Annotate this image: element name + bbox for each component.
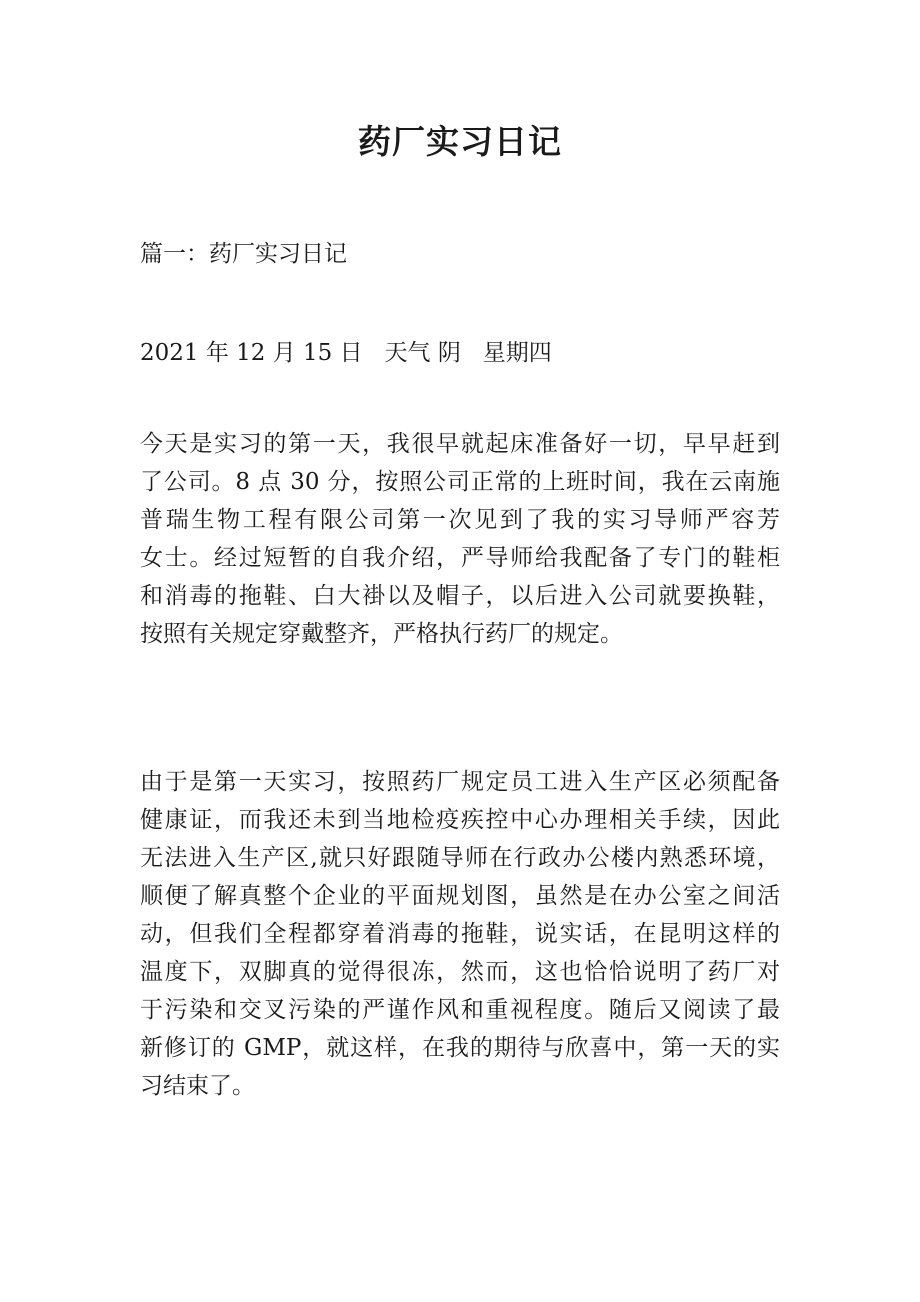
paragraph-line: 习结束了。 (140, 1073, 255, 1099)
paragraph-line: 女士。经过短暂的自我介绍，严导师给我配备了专门的鞋柜 (140, 545, 780, 571)
paragraph-line: 了公司。8 点 30 分，按照公司正常的上班时间，我在云南施 (140, 469, 780, 495)
paragraph-line: 由于是第一天实习，按照药厂规定员工进入生产区必须配备 (140, 769, 780, 795)
paragraph-line: 顺便了解真整个企业的平面规划图，虽然是在办公室之间活 (140, 883, 780, 909)
section-heading: 篇一：药厂实习日记 (140, 241, 347, 267)
diary-date-line: 2021 年 12 月 15 日 天气 阴 星期四 (140, 340, 552, 366)
paragraph-line: 按照有关规定穿戴整齐，严格执行药厂的规定。 (140, 621, 623, 647)
paragraph-line: 新修订的 GMP，就这样，在我的期待与欣喜中，第一天的实 (140, 1035, 780, 1061)
paragraph-line: 温度下，双脚真的觉得很冻，然而，这也恰恰说明了药厂对 (140, 959, 780, 985)
paragraph-line: 普瑞生物工程有限公司第一次见到了我的实习导师严容芳 (140, 507, 780, 533)
document-title: 药厂实习日记 (358, 122, 562, 161)
paragraph-line: 和消毒的拖鞋、白大褂以及帽子，以后进入公司就要换鞋， (140, 583, 780, 609)
paragraph-line: 于污染和交叉污染的严谨作风和重视程度。随后又阅读了最 (140, 997, 780, 1023)
paragraph-2 (140, 763, 780, 1105)
paragraph-line: 健康证，而我还未到当地检疫疾控中心办理相关手续，因此 (140, 807, 780, 833)
paragraph-1 (140, 425, 780, 653)
paragraph-line: 动，但我们全程都穿着消毒的拖鞋，说实话，在昆明这样的 (140, 921, 780, 947)
paragraph-line: 今天是实习的第一天，我很早就起床准备好一切，早早赶到 (140, 431, 780, 457)
paragraph-line: 无法进入生产区,就只好跟随导师在行政办公楼内熟悉环境， (140, 845, 780, 871)
